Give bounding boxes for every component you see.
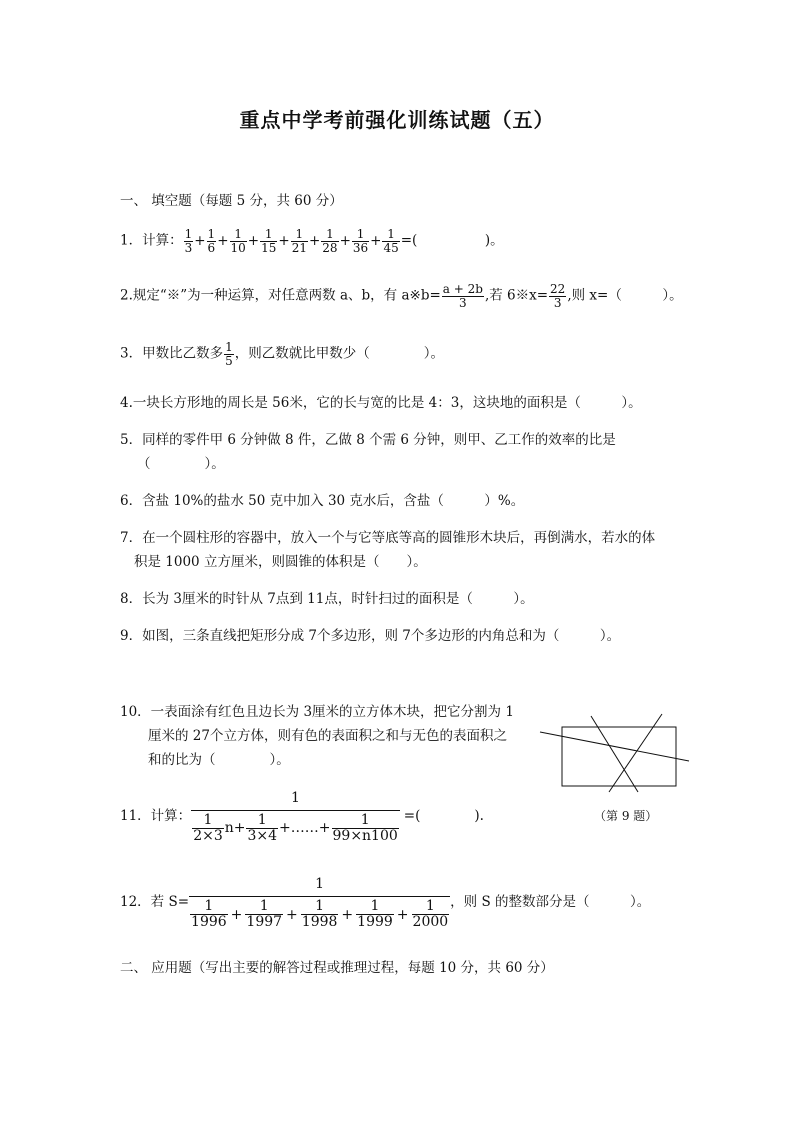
q12-term-numerator: 1: [301, 899, 339, 915]
q3-frac-num: 1: [225, 340, 233, 354]
q1-fraction-6: [321, 228, 338, 254]
q12-term-denominator: 1996: [191, 914, 227, 930]
question-5-line-1: 5．同样的零件甲 6 分钟做 8 件，乙做 8 个需 6 分钟，则甲、乙工作的效率的比是: [120, 432, 616, 448]
q2-fraction-2: [549, 283, 566, 309]
q11-denominator: [191, 811, 400, 843]
question-12: [120, 870, 650, 934]
q12-term-2: [245, 899, 283, 929]
q2-frac1-den: 3: [459, 295, 467, 310]
q11-term-1-num: 1: [192, 813, 224, 829]
q12-plus-sign: +: [396, 906, 409, 923]
q1-plus-sign: +: [308, 232, 321, 249]
q1-fraction-denominator: 6: [207, 240, 216, 255]
q1-plus-sign: +: [370, 232, 382, 249]
q1-fraction-numerator: 1: [382, 228, 399, 242]
question-9: 9．如图，三条直线把矩形分成 7个多边形，则 7个多边形的内角总和为（ ）。: [120, 628, 621, 644]
question-7-line-1: 7．在一个圆柱形的容器中，放入一个与它等底等高的圆锥形木块后，再倒满水，若水的体: [120, 530, 656, 546]
q12-plus-sign: +: [341, 906, 354, 923]
q12-plus-sign: +: [286, 906, 298, 923]
q1-plus-sign: +: [278, 232, 290, 249]
q12-term-numerator: 1: [245, 899, 283, 915]
question-1: [120, 228, 504, 254]
q12-term-denominator: 1997: [246, 914, 283, 930]
q1-fraction-denominator: 45: [383, 240, 399, 255]
q12-term-1: [190, 899, 228, 929]
q2-frac2-den: 3: [553, 295, 562, 310]
q2-mid: ,若 6※x=: [484, 287, 549, 304]
q2-prefix: 2.规定“※”为一种运算，对任意两数 a、b，有 a※b=: [120, 287, 441, 304]
q1-fraction-3: [230, 228, 247, 254]
q1-fraction-numerator: 1: [321, 228, 338, 242]
q9-figure: [535, 708, 695, 796]
question-4: 4.一块长方形地的周长是 56米，它的长与宽的比是 4：3，这块地的面积是（ ）。: [120, 395, 642, 411]
question-11: [120, 786, 484, 846]
q1-fraction-denominator: 28: [322, 240, 338, 255]
q11-op-1: n+: [224, 820, 246, 837]
question-3: [120, 341, 444, 367]
q11-term-1-den: 2×3: [193, 828, 223, 844]
q11-op-2: +……+: [279, 820, 331, 837]
q12-big-fraction: [189, 874, 450, 929]
q11-term-2-den: 3×4: [247, 828, 278, 844]
q12-prefix: 12．若 S=: [120, 894, 190, 910]
q11-term-2-num: 1: [246, 813, 278, 829]
q1-fraction-denominator: 10: [230, 240, 246, 255]
q1-prefix: 1．计算：: [120, 232, 183, 249]
question-10-line-1: 10．一表面涂有红色且边长为 3厘米的立方体木块，把它分割为 1: [120, 704, 514, 720]
q1-fraction-2: [207, 228, 217, 254]
q1-fraction-numerator: 1: [260, 228, 277, 242]
q12-term-5: [412, 899, 450, 929]
q1-fraction-numerator: 1: [184, 227, 193, 241]
question-5-line-2: （ ）。: [137, 456, 225, 472]
q1-fractions: [183, 227, 401, 255]
question-6: 6．含盐 10%的盐水 50 克中加入 30 克水后，含盐（ ）%。: [120, 493, 525, 509]
q12-suffix: ，则 S 的整数部分是（ ）。: [450, 894, 651, 910]
q11-big-fraction: [191, 788, 400, 843]
q12-numerator: 1: [189, 874, 450, 897]
q11-term-3-num: 1: [332, 813, 399, 829]
q1-fraction-numerator: 1: [291, 228, 308, 242]
q1-fraction-numerator: 1: [352, 228, 369, 242]
q1-fraction-8: [382, 228, 399, 254]
q1-fraction-7: [352, 228, 369, 254]
q1-plus-sign: +: [247, 232, 260, 249]
q1-plus-sign: +: [194, 232, 206, 249]
q1-suffix: =( )。: [400, 232, 504, 249]
q11-term-3: [332, 813, 399, 843]
q12-denominator: [189, 897, 450, 929]
question-7-line-2: 积是 1000 立方厘米，则圆锥的体积是（ ）。: [134, 554, 427, 570]
q12-term-denominator: 2000: [412, 914, 449, 930]
q9-line-c: [609, 714, 662, 792]
q3-suffix: ，则乙数就比甲数少（ ）。: [234, 345, 444, 362]
q1-fraction-4: [260, 228, 277, 254]
q1-plus-sign: +: [217, 232, 229, 249]
q2-fraction-1: [442, 283, 484, 309]
q1-fraction-numerator: 1: [207, 227, 216, 241]
q11-suffix: =( ).: [403, 808, 484, 824]
q2-frac2-num: 22: [550, 282, 566, 296]
q1-fraction-5: [291, 228, 308, 254]
q11-term-2: [246, 813, 278, 843]
q11-term-3-den: 99×n100: [332, 828, 398, 844]
question-10-line-3: 和的比为（ ）。: [148, 752, 290, 768]
q1-fraction-denominator: 15: [261, 240, 277, 255]
q3-prefix: 3．甲数比乙数多: [120, 345, 224, 362]
q12-term-numerator: 1: [412, 899, 450, 915]
q1-fraction-1: [184, 228, 194, 254]
q1-plus-sign: +: [339, 232, 351, 249]
q12-term-numerator: 1: [356, 899, 394, 915]
question-2: [120, 283, 683, 309]
page-title: 重点中学考前强化训练试题（五）: [239, 108, 555, 132]
question-8: 8．长为 3厘米的时针从 7点到 11点，时针扫过的面积是（ ）。: [120, 591, 534, 607]
q12-term-3: [301, 899, 339, 929]
q12-term-4: [356, 899, 394, 929]
q1-fraction-numerator: 1: [230, 228, 247, 242]
q3-frac-den: 5: [225, 353, 233, 368]
q1-fraction-denominator: 36: [352, 240, 369, 255]
q2-frac1-num: a + 2b: [442, 282, 483, 296]
q1-fraction-denominator: 3: [184, 240, 193, 255]
q12-term-denominator: 1999: [357, 914, 393, 930]
figure-caption: （第 9 题）: [594, 809, 658, 823]
q3-fraction: [224, 341, 234, 367]
q11-term-1: [192, 813, 224, 843]
q11-prefix: 11．计算：: [120, 808, 192, 824]
q12-term-numerator: 1: [190, 899, 228, 915]
q11-numerator: 1: [191, 788, 400, 811]
section-2-heading: 二、 应用题（写出主要的解答过程或推理过程，每题 10 分，共 60 分）: [120, 960, 554, 976]
q12-term-denominator: 1998: [301, 914, 338, 930]
question-10-line-2: 厘米的 27个立方体，则有色的表面积之和与无色的表面积之: [148, 728, 507, 744]
section-1-heading: 一、 填空题（每题 5 分，共 60 分）: [120, 193, 343, 209]
q1-fraction-denominator: 21: [291, 240, 307, 255]
q12-plus-sign: +: [230, 906, 243, 923]
q2-suffix: ,则 x=（ ）。: [567, 287, 683, 304]
